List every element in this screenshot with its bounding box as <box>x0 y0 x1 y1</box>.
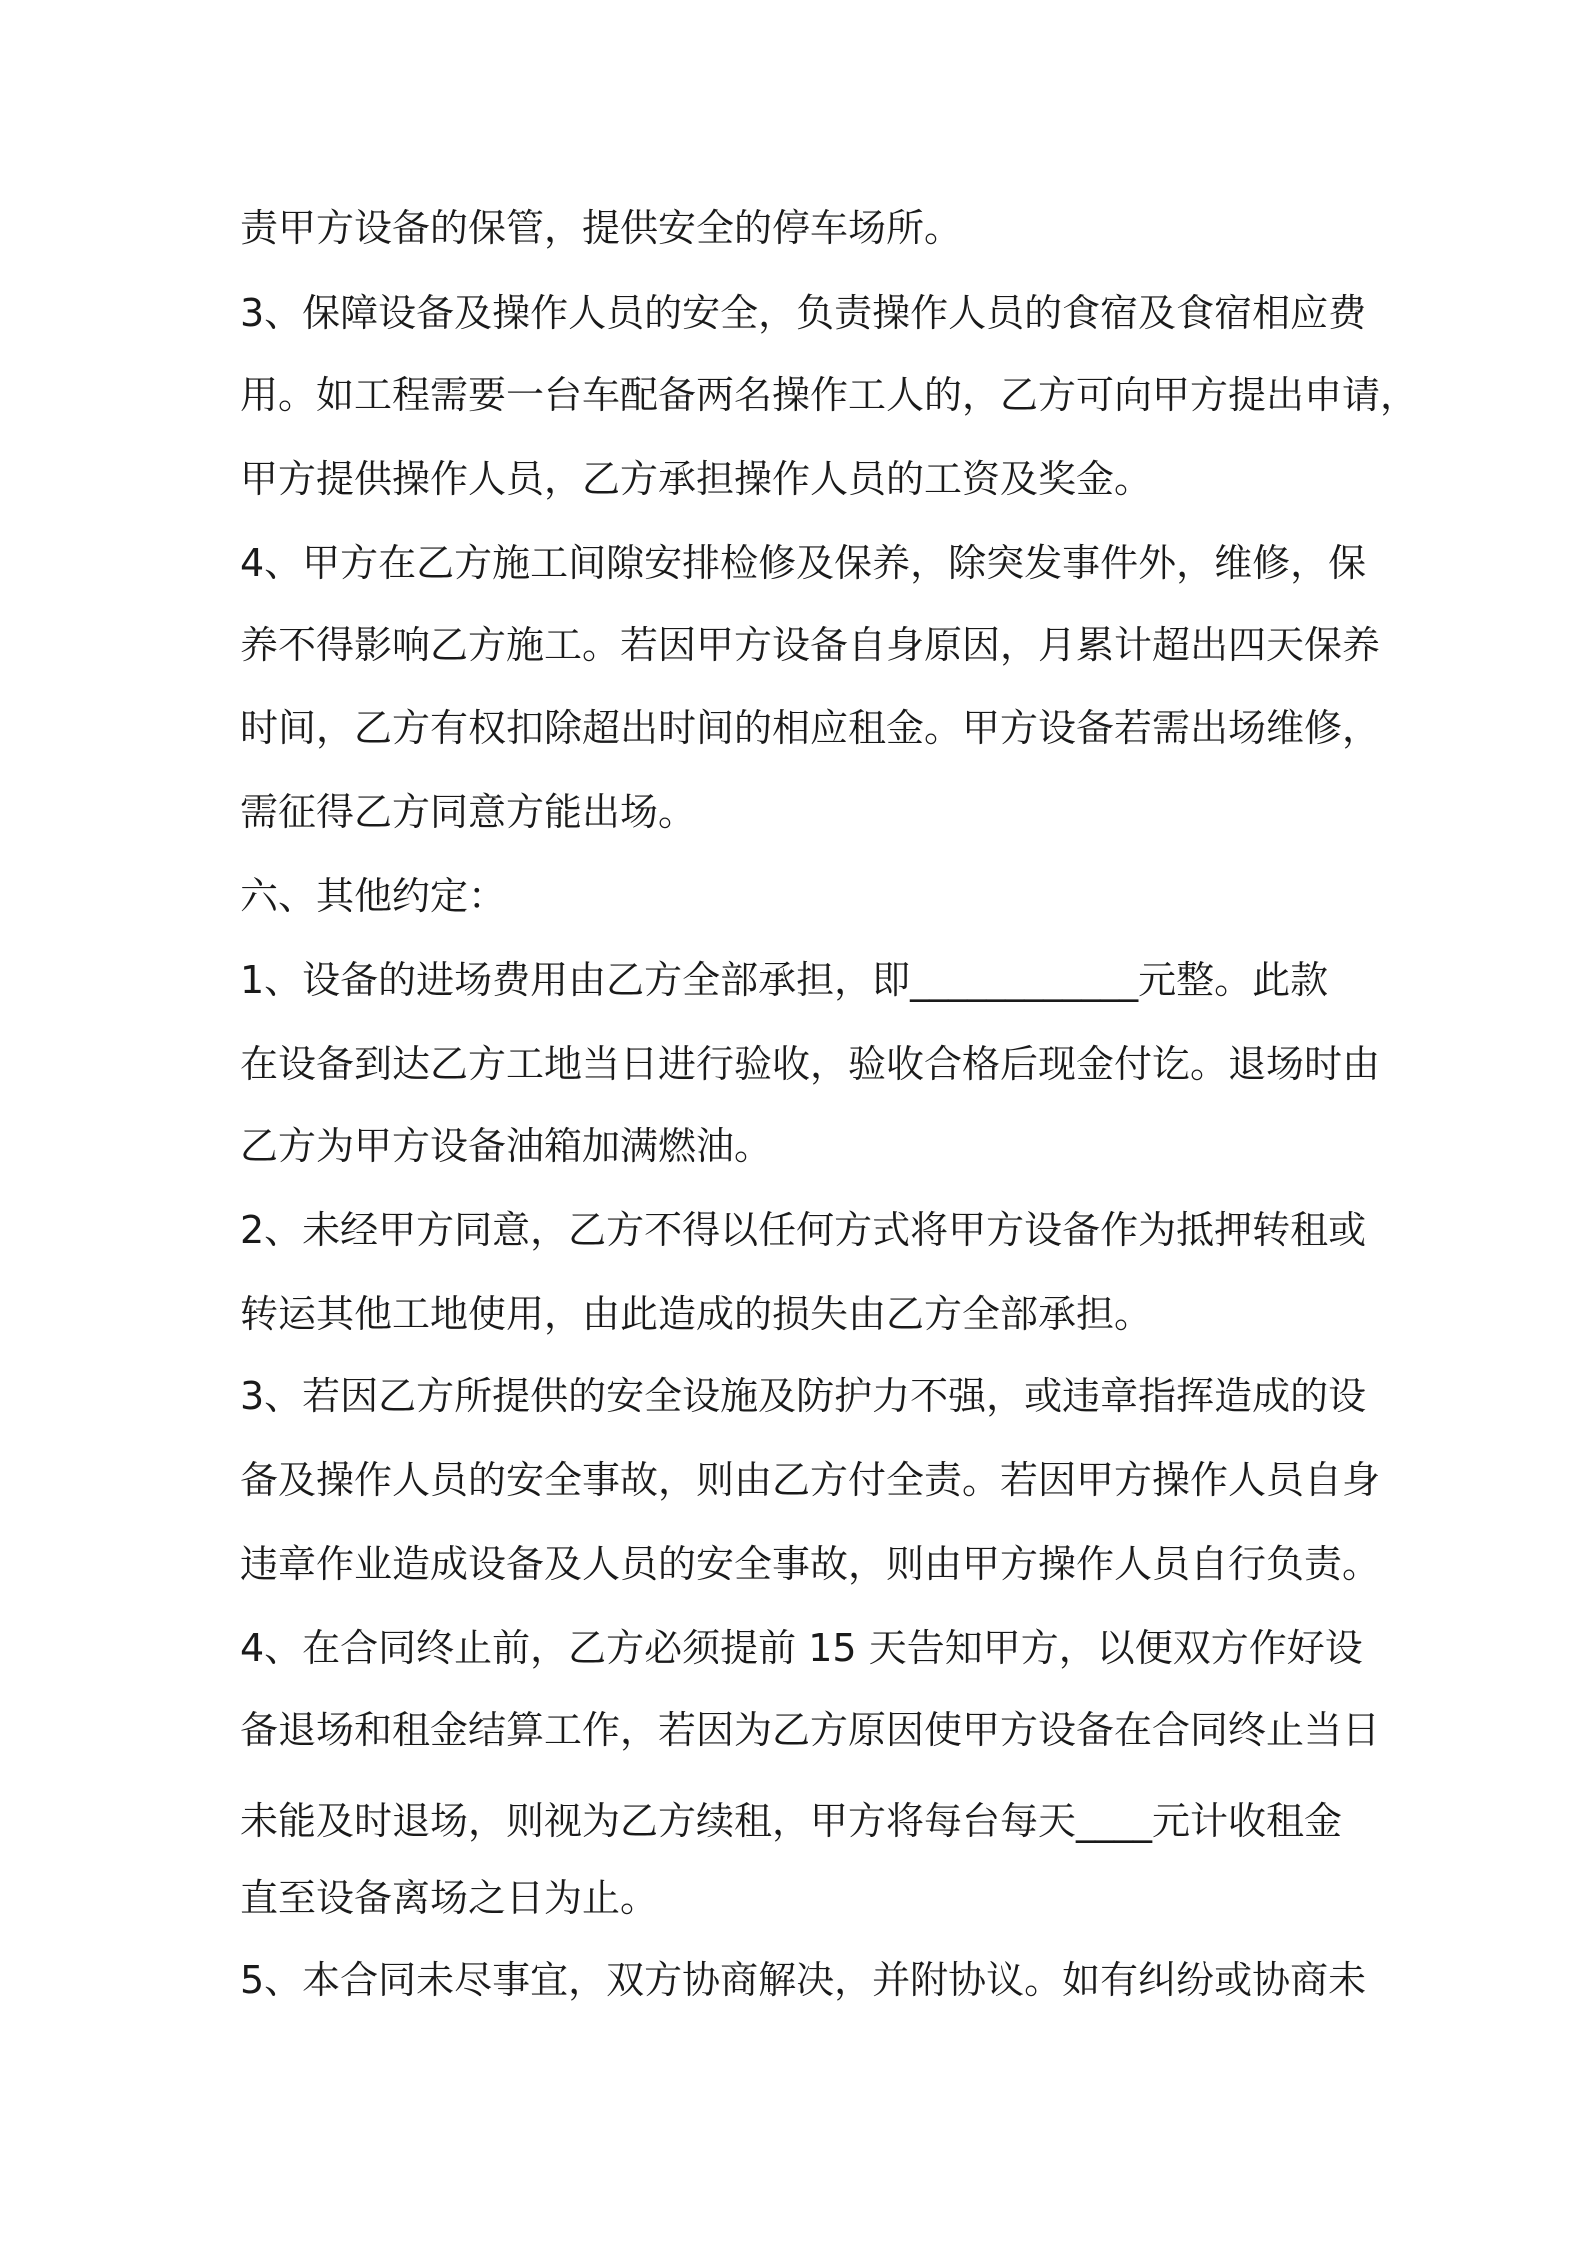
text-line: 4、甲方在乙方施工间隙安排检修及保养，除突发事件外，维修，保 <box>240 541 1367 585</box>
text-line: 1、设备的进场费用由乙方全部承担，即____________元整。此款 <box>240 958 1329 1002</box>
text-line: 养不得影响乙方施工。若因甲方设备自身原因，月累计超出四天保养 <box>240 623 1381 667</box>
text-line: 未能及时退场，则视为乙方续租，甲方将每台每天____元计收租金 <box>240 1799 1343 1843</box>
text-line: 5、本合同未尽事宜，双方协商解决，并附协议。如有纠纷或协商未 <box>240 1958 1367 2002</box>
text-line: 用。如工程需要一台车配备两名操作工人的，乙方可向甲方提出申请， <box>240 373 1419 417</box>
text-line: 时间，乙方有权扣除超出时间的相应租金。甲方设备若需出场维修， <box>240 706 1381 750</box>
text-line: 3、若因乙方所提供的安全设施及防护力不强，或违章指挥造成的设 <box>240 1374 1367 1418</box>
text-line: 责甲方设备的保管，提供安全的停车场所。 <box>240 206 963 250</box>
text-line: 在设备到达乙方工地当日进行验收，验收合格后现金付讫。退场时由 <box>240 1042 1381 1086</box>
text-line: 甲方提供操作人员，乙方承担操作人员的工资及奖金。 <box>240 457 1153 501</box>
text-line: 2、未经甲方同意，乙方不得以任何方式将甲方设备作为抵押转租或 <box>240 1208 1367 1252</box>
text-line: 备退场和租金结算工作，若因为乙方原因使甲方设备在合同终止当日 <box>240 1708 1381 1752</box>
text-line: 直至设备离场之日为止。 <box>240 1876 659 1920</box>
text-line: 违章作业造成设备及人员的安全事故，则由甲方操作人员自行负责。 <box>240 1542 1381 1586</box>
text-line: 4、在合同终止前，乙方必须提前 15 天告知甲方，以便双方作好设 <box>240 1626 1363 1670</box>
text-line: 3、保障设备及操作人员的安全，负责操作人员的食宿及食宿相应费 <box>240 291 1367 335</box>
text-line: 需征得乙方同意方能出场。 <box>240 790 697 834</box>
text-line: 备及操作人员的安全事故，则由乙方付全责。若因甲方操作人员自身 <box>240 1458 1381 1502</box>
text-line: 乙方为甲方设备油箱加满燃油。 <box>240 1124 773 1168</box>
section-heading: 六、其他约定： <box>240 874 507 918</box>
text-line: 转运其他工地使用，由此造成的损失由乙方全部承担。 <box>240 1292 1153 1336</box>
